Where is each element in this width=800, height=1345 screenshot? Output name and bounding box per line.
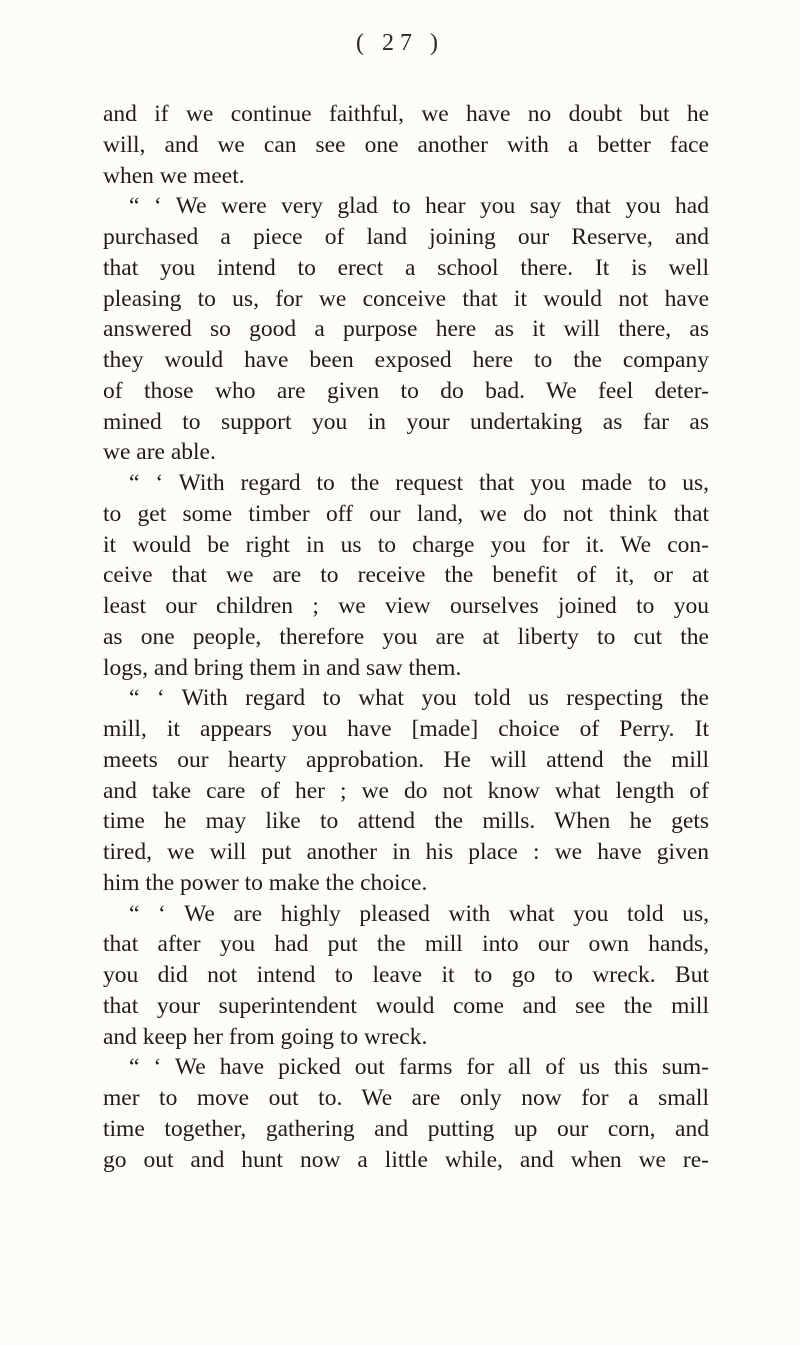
text-line: purchased a piece of land joining our Reserve, and (103, 224, 709, 250)
text-line: and keep her from going to wreck. (103, 1023, 428, 1050)
page-number: ( 27 ) (356, 30, 444, 56)
text-line: pleasing to us, for we conceive that it would not have (103, 285, 709, 312)
text-line: “ ‘ With regard to what you told us respecting the (129, 685, 709, 712)
text-line: and take care of her ; we do not know what length of (103, 777, 709, 804)
text-line: time together, gathering and putting up our corn, and (103, 1115, 709, 1142)
text-line: it would be right in us to charge you for it. We con- (103, 531, 709, 558)
text-line: when we meet. (103, 162, 245, 189)
body-text (103, 99, 709, 1175)
text-line: logs, and bring them in and saw them. (103, 654, 462, 681)
text-line: mer to move out to. We are only now for a small (103, 1085, 709, 1111)
text-line: “ ‘ We were very glad to hear you say that you had (129, 193, 709, 220)
text-line: answered so good a purpose here as it will there, as (103, 316, 709, 343)
text-line: of those who are given to do bad. We feel deter- (103, 377, 709, 404)
text-line: least our children ; we view ourselves joined to you (103, 593, 709, 619)
text-line: him the power to make the choice. (103, 869, 428, 896)
text-line: they would have been exposed here to the company (103, 347, 709, 373)
text-line: as one people, therefore you are at liberty to cut the (103, 623, 709, 650)
text-line: meets our hearty approbation. He will attend the mill (103, 746, 709, 773)
text-line: ceive that we are to receive the benefit of it, or at (103, 562, 709, 589)
text-line: you did not intend to leave it to go to wreck. But (103, 962, 709, 988)
text-line: that you intend to erect a school there. It is well (103, 254, 709, 281)
text-line: “ ‘ We have picked out farms for all of us this sum- (129, 1054, 709, 1081)
text-line: that after you had put the mill into our own hands, (103, 931, 709, 958)
text-line: mill, it appears you have [made] choice of Perry. It (103, 716, 709, 742)
text-line: and if we continue faithful, we have no doubt but he (103, 101, 709, 127)
text-line: mined to support you in your undertaking as far as (103, 408, 709, 435)
text-line: tired, we will put another in his place : we have given (103, 839, 709, 865)
text-line: we are able. (103, 439, 216, 466)
text-line: “ ‘ We are highly pleased with what you told us, (129, 900, 709, 927)
text-line: time he may like to attend the mills. When he gets (103, 808, 709, 835)
text-line: that your superintendent would come and see the mill (103, 992, 709, 1019)
text-line: will, and we can see one another with a better face (103, 131, 709, 158)
text-line: “ ‘ With regard to the request that you made to us, (129, 470, 709, 496)
text-line: go out and hunt now a little while, and when we re- (103, 1146, 709, 1173)
text-line: to get some timber off our land, we do not think that (103, 500, 709, 527)
